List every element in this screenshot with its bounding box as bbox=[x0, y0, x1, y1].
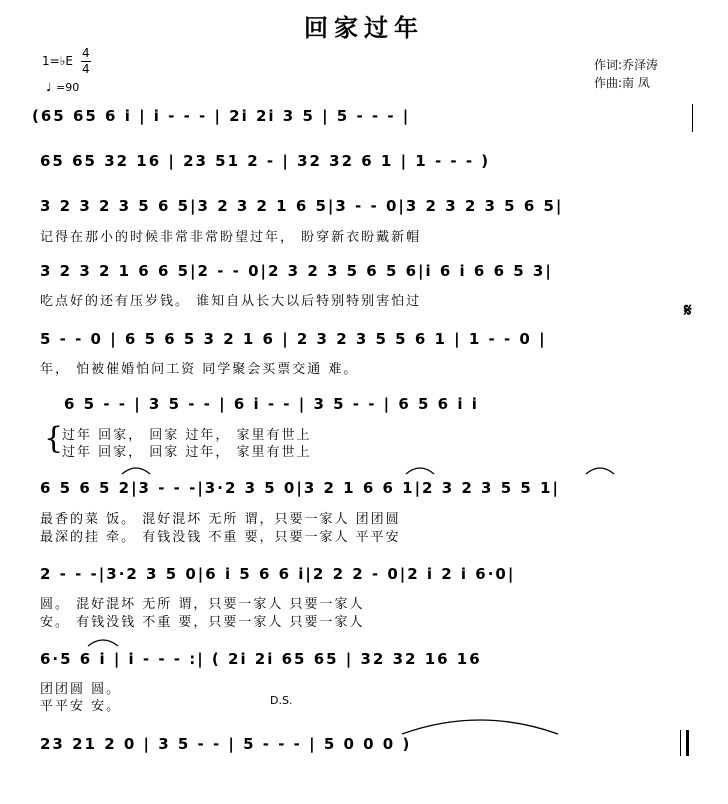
notation-row-3: 3 2 3 2 3 5 6 5|3 2 3 2 1 6 5|3 - - 0|3 2 3 2 3 5 6 5| bbox=[40, 197, 564, 215]
tie-slur bbox=[404, 464, 436, 476]
lyric-row-7-verse-1: 最香的菜 饭。 混好混坏 无所 谓，只要一家人 团团圆 bbox=[40, 512, 401, 527]
tie-slur bbox=[86, 636, 120, 648]
key-signature: 1=♭E bbox=[42, 54, 73, 68]
tempo-note-icon: ♩ bbox=[46, 80, 52, 94]
notation-row-7: 6 5 6 5 2|3 - - -|3·2 3 5 0|3 2 1 6 6 1|2 3 2 3 5 5 1| bbox=[40, 479, 560, 497]
final-barline-thin bbox=[680, 730, 681, 756]
barline bbox=[692, 104, 693, 132]
notation-row-9: 6·5 6 i | i - - - :| ( 2i 2i 65 65 | 32 32 16 16 bbox=[40, 650, 482, 668]
lyricist-credit: 作词:乔泽涛 bbox=[594, 58, 659, 72]
dal-segno-mark: D.S. bbox=[270, 694, 293, 707]
long-tie-slur bbox=[400, 712, 560, 736]
notation-row-2: 65 65 32 16 | 23 51 2 - | 32 32 6 1 | 1 - - - ) bbox=[40, 152, 491, 170]
composer-credit: 作曲:南 凤 bbox=[594, 76, 650, 90]
notation-row-8: 2 - - -|3·2 3 5 0|6 i 5 6 6 i|2 2 2 - 0|2 i 2 i 6·0| bbox=[40, 565, 516, 583]
notation-row-10: 23 21 2 0 | 3 5 - - | 5 - - - | 5 0 0 0 ) bbox=[40, 735, 412, 753]
final-barline-thick bbox=[686, 730, 689, 756]
verse-brace: { bbox=[44, 421, 64, 456]
tie-slur bbox=[120, 464, 152, 476]
segno-sign: 𝄋 bbox=[684, 300, 692, 321]
notation-row-5: 5 - - 0 | 6 5 6 5 3 2 1 6 | 2 3 2 3 5 5 6 1 | 1 - - 0 | bbox=[40, 330, 547, 348]
time-signature-top: 4 bbox=[82, 46, 90, 60]
notation-row-4: 3 2 3 2 1 6 6 5|2 - - 0|2 3 2 3 5 6 5 6|i 6 i 6 6 5 3| bbox=[40, 262, 553, 280]
lyric-row-6-verse-2: 过年 回家， 回家 过年， 家里有世上 bbox=[62, 445, 312, 460]
notation-row-1: (65 65 6 i | i - - - | 2i 2i 3 5 | 5 - - - | bbox=[32, 107, 411, 125]
tempo-value: =90 bbox=[56, 81, 80, 94]
lyric-row-7-verse-2: 最深的挂 牵。 有钱没钱 不重 要，只要一家人 平平安 bbox=[40, 530, 401, 545]
lyric-row-8-verse-1: 圆。 混好混坏 无所 谓，只要一家人 只要一家人 bbox=[40, 597, 365, 612]
lyric-row-8-verse-2: 安。 有钱没钱 不重 要，只要一家人 只要一家人 bbox=[40, 615, 365, 630]
notation-row-6: 6 5 - - | 3 5 - - | 6 i - - | 3 5 - - | 6 5 6 i i bbox=[64, 395, 479, 413]
lyric-row-5: 年， 怕被催婚怕问工资 同学聚会买票交通 难。 bbox=[40, 362, 359, 377]
tie-slur bbox=[584, 464, 616, 476]
lyric-row-9-verse-1: 团团圆 圆。 bbox=[40, 682, 122, 697]
lyric-row-4: 吃点好的还有压岁钱。 谁知自从长大以后特别特别害怕过 bbox=[40, 294, 422, 309]
lyric-row-9-verse-2: 平平安 安。 bbox=[40, 699, 122, 714]
song-title: 回家过年 bbox=[304, 13, 424, 42]
time-signature-bottom: 4 bbox=[82, 62, 90, 76]
lyric-row-3: 记得在那小的时候非常非常盼望过年， 盼穿新衣盼戴新帽 bbox=[40, 230, 422, 245]
lyric-row-6-verse-1: 过年 回家， 回家 过年， 家里有世上 bbox=[62, 428, 312, 443]
